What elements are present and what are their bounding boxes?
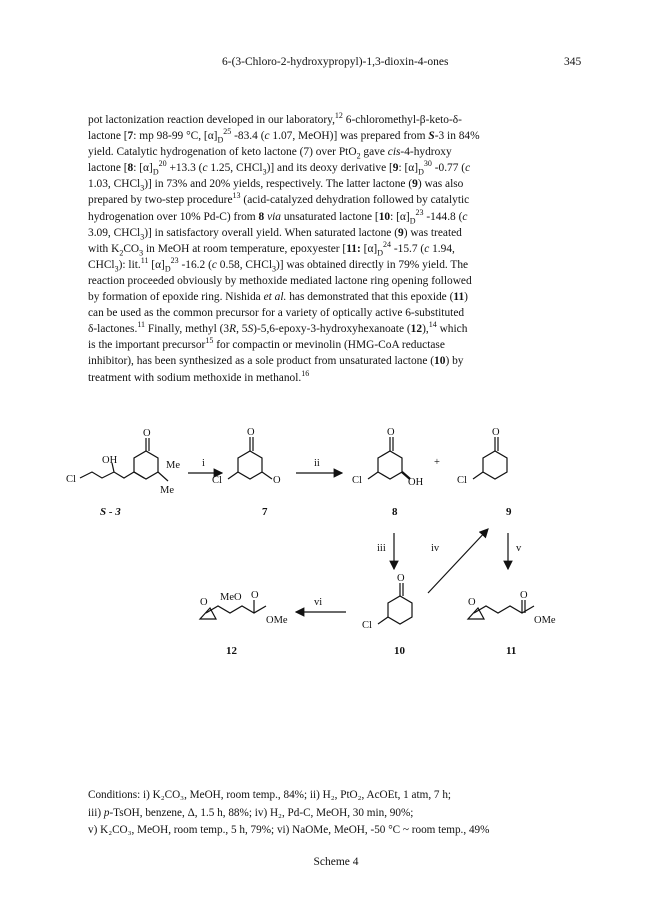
atom-cl: Cl xyxy=(212,475,222,486)
compound-11-structure xyxy=(468,600,534,619)
text-line: hydrogenation over 10% Pd-C) from 8 via unsaturated lactone [10: $[\alpha]_D^{23}$ -144.8 (c xyxy=(88,207,468,225)
running-title: 6-(3-Chloro-2-hydroxypropyl)-1,3-dioxin-4-ones xyxy=(222,56,449,68)
atom-o: O xyxy=(247,427,255,438)
atom-cl: Cl xyxy=(457,475,467,486)
text-line: can be used as the common precursor for a variety of optically active 6-substituted xyxy=(88,307,465,320)
conditions-line: Conditions: i) K₂CO₃, MeOH, room temp., 84%; ii) H₂, PtO₂, AcOEt, 1 atm, 7 h; xyxy=(88,789,452,801)
step-label-iii: iii xyxy=(377,543,386,554)
text-line: δ-lactones.$^{11}$ Finally, methyl (3R, 5S)-5,6-epoxy-3-hydroxyhexanoate (12),$^{14}$ which xyxy=(88,320,468,336)
atom-ome: OMe xyxy=(266,615,288,626)
scheme-caption: Scheme 4 xyxy=(313,856,359,868)
atom-ome: OMe xyxy=(534,615,556,626)
compound-10-structure xyxy=(378,583,412,624)
step-label-ii: ii xyxy=(314,458,320,469)
atom-me: Me xyxy=(166,460,180,471)
text-line: is the important precursor$^{15}$ for compactin or mevinolin (HMG-CoA reductase xyxy=(88,336,445,352)
compound-label-8: 8 xyxy=(392,506,398,518)
text-line: with $K_2CO_3$ in MeOH at room temperature, epoxyester [11: $[\alpha]_D^{24}$ -15.7 (c 1.94, xyxy=(88,239,455,258)
text-line: prepared by two-step procedure$^{13}$ (acid-catalyzed dehydration followed by catalytic xyxy=(88,191,470,207)
compound-7-structure xyxy=(228,437,272,479)
compound-8-structure xyxy=(368,437,410,479)
atom-o: O xyxy=(520,590,528,601)
step-label-v: v xyxy=(516,543,522,554)
conditions-block xyxy=(88,787,588,840)
text-line: 3.09, CHCl$_3$)] in satisfactory overall yield. When saturated lactone (9) was treated xyxy=(88,226,462,241)
atom-oh: OH xyxy=(408,477,424,488)
compound-label-s3: S - 3 xyxy=(100,506,121,518)
text-line: inhibitor), has been synthesized as a sole product from unsaturated lactone (10) by xyxy=(88,355,464,368)
compound-label-10: 10 xyxy=(394,645,405,657)
atom-cl: Cl xyxy=(352,475,362,486)
atom-o: O xyxy=(251,590,259,601)
compound-s3-structure xyxy=(80,438,168,481)
text-line: reaction proceeded obviously by methoxide mediated lactone ring opening followed xyxy=(88,274,472,287)
body-paragraph xyxy=(88,112,576,386)
conditions-line: iii) p-TsOH, benzene, Δ, 1.5 h, 88%; iv) H₂, Pd-C, MeOH, 30 min, 90%; xyxy=(88,806,414,819)
compound-label-12: 12 xyxy=(226,645,237,657)
step-label-i: i xyxy=(202,458,205,469)
text-line: lactone [8: $[\alpha]_D^{20} +13.3$ (c 1.25, CHCl$_3$)] and its deoxy derivative [9: $[\alpha]_D^{30}$ -0.77 (c xyxy=(88,159,471,177)
atom-me: Me xyxy=(160,485,174,496)
compound-9-structure xyxy=(473,437,507,479)
plus-sign: + xyxy=(434,457,440,468)
arrow-iv xyxy=(428,529,488,593)
compound-label-7: 7 xyxy=(262,506,268,518)
atom-cl: Cl xyxy=(362,620,372,631)
atom-o: O xyxy=(143,428,151,439)
text-line: by formation of epoxide ring. Nishida et al. has demonstrated that this epoxide (11) xyxy=(88,291,468,304)
text-line: CHCl$_3$): lit.$^{11}$ $[\alpha]_D^{23}$ -16.2 (c 0.58, CHCl$_3$)] was obtained directly in 79% yield. The xyxy=(88,256,469,274)
atom-o: O xyxy=(387,427,395,438)
compound-label-11: 11 xyxy=(506,645,517,657)
step-label-vi: vi xyxy=(314,597,323,608)
atom-cl: Cl xyxy=(66,474,76,485)
atom-o: O xyxy=(468,597,476,608)
text-line: lactone [7: mp 98-99 °C, $[\alpha]_D^{25}$ -83.4 (c 1.07, MeOH)] was prepared from S-3 in 84% xyxy=(88,127,480,145)
compound-label-9: 9 xyxy=(506,506,512,518)
page-header xyxy=(0,56,672,74)
text-line: 1.03, CHCl$_3$)] in 73% and 20% yields, respectively. The latter lactone (9) was also xyxy=(88,178,464,193)
atom-o: O xyxy=(200,597,208,608)
atom-o: O xyxy=(492,427,500,438)
reaction-scheme xyxy=(66,393,588,657)
atom-meo: MeO xyxy=(220,592,242,603)
step-label-iv: iv xyxy=(431,543,440,554)
text-line: yield. Catalytic hydrogenation of keto lactone (7) over PtO$_2$ gave cis-4-hydroxy xyxy=(88,146,452,161)
text-line: pot lactonization reaction developed in our laboratory,$^{12}$ 6-chloromethyl-β-keto-δ- xyxy=(88,111,462,126)
conditions-line: v) K₂CO₃, MeOH, room temp., 5 h, 79%; vi) NaOMe, MeOH, -50 °C ~ room temp., 49% xyxy=(88,824,490,836)
atom-o: O xyxy=(397,573,405,584)
atom-o: O xyxy=(273,475,281,486)
page-number: 345 xyxy=(564,56,582,68)
atom-oh: OH xyxy=(102,455,118,466)
text-line: treatment with sodium methoxide in methanol.$^{16}$ xyxy=(88,368,310,384)
